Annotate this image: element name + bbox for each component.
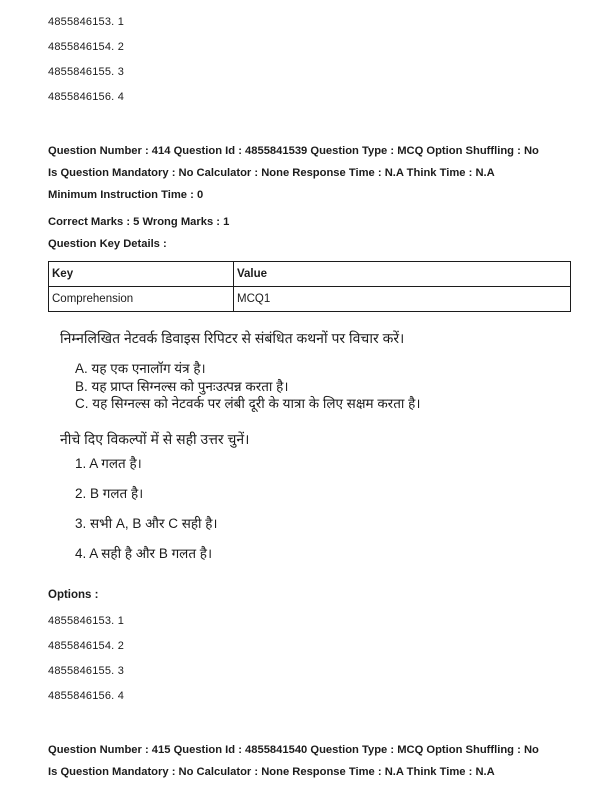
answer-prompt: नीचे दिए विकल्पों में से सही उत्तर चुनें।: [60, 430, 250, 447]
question-meta-line: Is Question Mandatory : No Calculator : None Response Time : N.A Think Time : N.A: [48, 167, 495, 179]
question-meta-line: Correct Marks : 5 Wrong Marks : 1: [48, 216, 230, 228]
table-row: [49, 287, 571, 312]
choice-2: 2. B गलत है।: [75, 485, 144, 501]
question-414-metadata: [48, 140, 572, 255]
previous-question-options: [48, 10, 572, 110]
table-cell-value: MCQ1: [234, 287, 571, 312]
question-key-details-table: [48, 261, 571, 312]
table-cell-key: Comprehension: [49, 287, 234, 312]
option-id-line: 4855846155. 3: [48, 66, 125, 78]
question-meta-line: Question Number : 415 Question Id : 4855841540 Question Type : MCQ Option Shuffling : No: [48, 743, 539, 756]
option-id-line: 4855846154. 2: [48, 639, 125, 652]
choice-3: 3. सभी A, B और C सही है।: [75, 515, 218, 531]
choice-1: 1. A गलत है।: [75, 455, 142, 471]
question-415-metadata: [48, 739, 572, 783]
option-id-line: 4855846156. 4: [48, 91, 125, 103]
option-id-line: 4855846153. 1: [48, 16, 125, 28]
question-meta-line: Is Question Mandatory : No Calculator : None Response Time : N.A Think Time : N.A: [48, 765, 495, 778]
question-statements: [75, 360, 572, 413]
statement-c: C. यह सिग्नल्स को नेटवर्क पर लंबी दूरी के यात्रा के लिए सक्षम करता है।: [75, 396, 421, 411]
choice-4: 4. A सही है और B गलत है।: [75, 545, 213, 561]
answer-choices: [75, 449, 572, 569]
question-meta-line: Question Number : 414 Question Id : 4855841539 Question Type : MCQ Option Shuffling : No: [48, 145, 539, 157]
option-id-line: 4855846156. 4: [48, 689, 125, 702]
table-header-key: Key: [49, 262, 234, 287]
statement-b: B. यह प्राप्त सिग्नल्स को पुनःउत्पन्न करता है।: [75, 378, 289, 394]
question-text: निम्नलिखित नेटवर्क डिवाइस रिपिटर से संबंधित कथनों पर विचार करें।: [60, 330, 405, 346]
question-414-options: [48, 609, 572, 709]
option-id-line: 4855846155. 3: [48, 664, 125, 677]
option-id-line: 4855846153. 1: [48, 614, 125, 627]
options-label: Options :: [48, 588, 99, 601]
question-meta-line: Minimum Instruction Time : 0: [48, 189, 204, 201]
table-header-value: Value: [234, 262, 571, 287]
question-key-details-label: Question Key Details :: [48, 238, 167, 250]
statement-a: A. यह एक एनालॉग यंत्र है।: [75, 361, 206, 376]
table-header-row: [49, 262, 571, 287]
option-id-line: 4855846154. 2: [48, 41, 125, 53]
